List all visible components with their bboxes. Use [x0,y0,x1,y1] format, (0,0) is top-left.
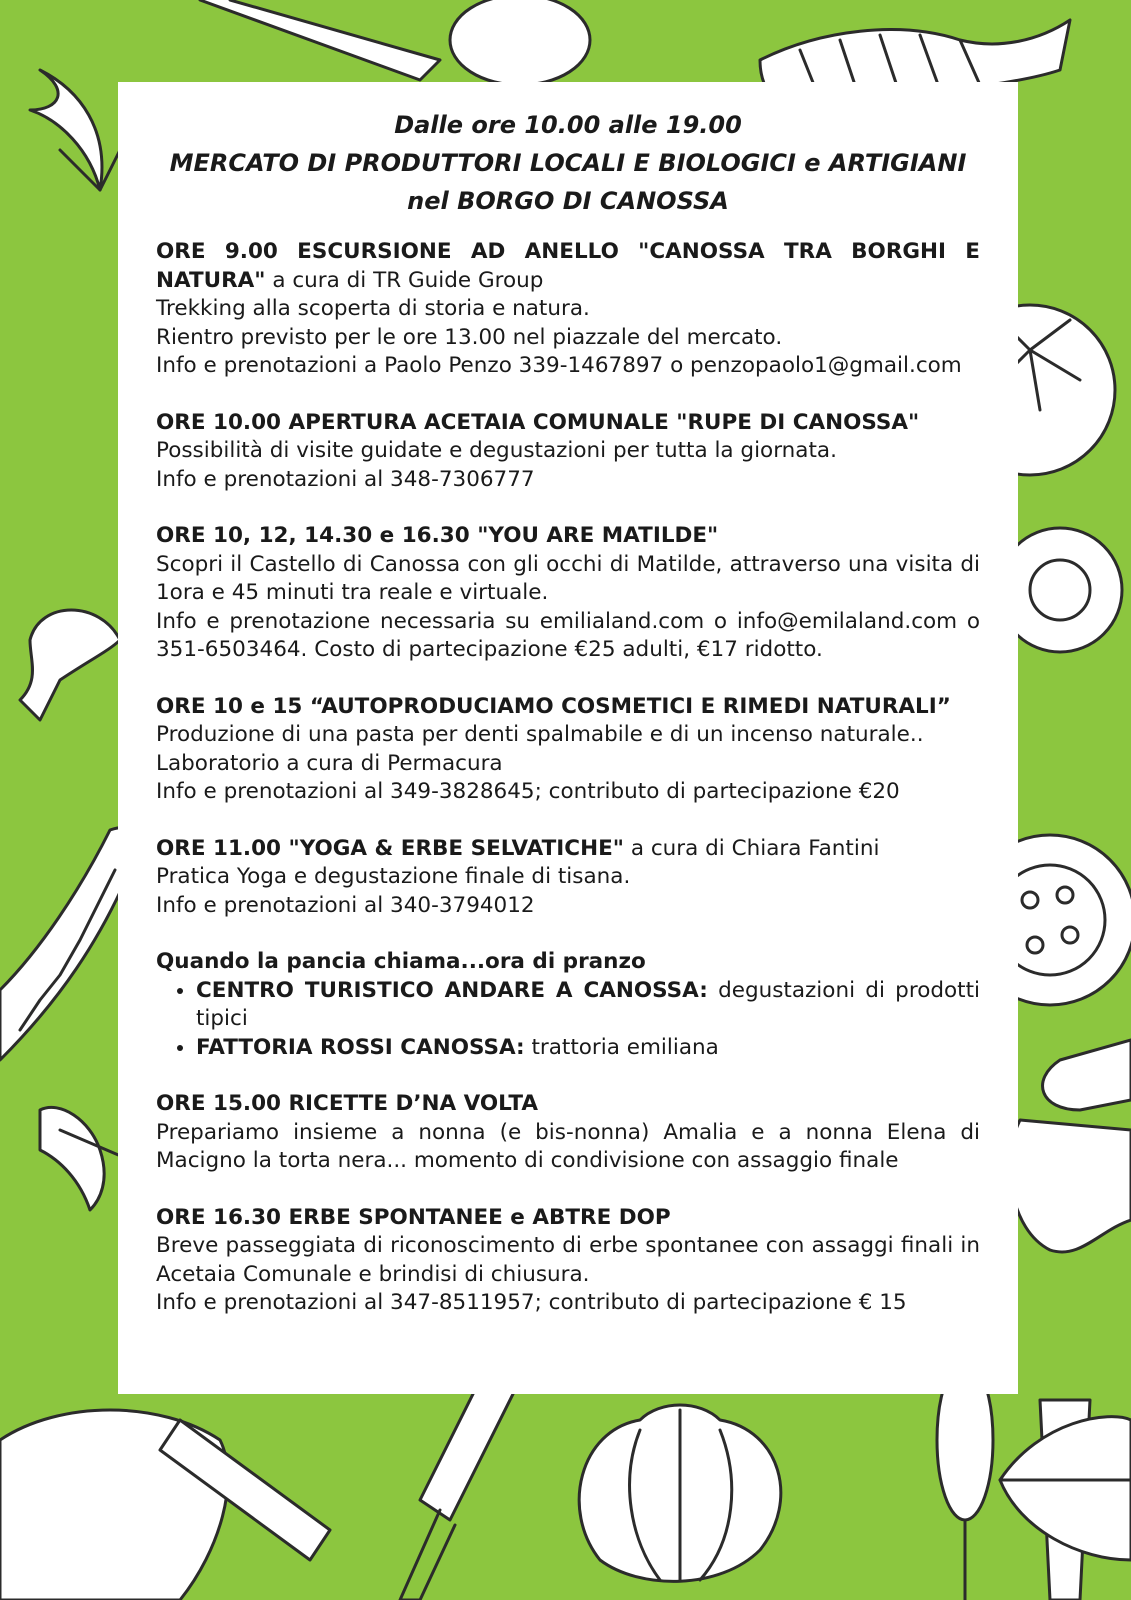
event-line: Possibilità di visite guidate e degustazioni per tutta la giornata. [156,438,837,463]
event-line: Rientro previsto per le ore 13.00 nel piazzale del mercato. [156,324,783,350]
event-contact: Info e prenotazioni al 348-7306777 [156,466,535,492]
event-organizer: a cura di Chiara Fantini [623,835,880,861]
basil-leaf-icon [1000,1417,1131,1560]
market-title: MERCATO DI PRODUTTORI LOCALI E BIOLOGICI e ARTIGIANI [169,149,967,177]
knife-icon [400,1360,520,1600]
mortar-pestle-icon [0,1410,330,1600]
program-card [118,82,1018,1394]
event-ricette [156,1090,980,1176]
lunch-section [156,948,980,1062]
list-item [196,1034,980,1063]
event-yoga [156,835,980,921]
event-line: Breve passeggiata di riconoscimento di erbe spontanee con assaggi finali in Acetaia Comunale e brindisi di chiusura. [156,1233,980,1287]
event-escursione [156,238,980,381]
event-contact: Info e prenotazioni al 340-3794012 [156,892,535,918]
event-line: Laboratorio a cura di Permacura [156,750,503,776]
list-item [196,977,980,1034]
event-title-line [156,835,980,864]
lunch-desc: trattoria emiliana [524,1034,719,1060]
event-title: ORE 16.30 ERBE SPONTANEE e ABTRE DOP [156,1204,671,1230]
event-autoproduciamo [156,693,980,807]
event-contact: Info e prenotazioni al 347-8511957; contributo di partecipazione € 15 [156,1290,907,1315]
mushroom-icon [20,610,120,720]
event-contact: Info e prenotazioni a Paolo Penzo 339-1467897 o penzopaolo1@gmail.com [156,353,962,378]
event-line: Trekking alla scoperta di storia e natura. [156,296,590,321]
market-location: nel BORGO DI CANOSSA [407,187,729,215]
event-title: ORE 9.00 ESCURSIONE AD ANELLO "CANOSSA TRA BORGHI E NATURA" [156,239,980,293]
garlic-icon [579,1405,781,1581]
program-header [156,106,980,220]
event-acetaia [156,409,980,495]
herb-sprig-icon [40,1107,130,1210]
event-erbe-spontanee [156,1204,980,1318]
event-title-line [156,238,980,295]
event-title: ORE 15.00 RICETTE D’NA VOLTA [156,1091,538,1116]
event-organizer: a cura di TR Guide Group [265,267,544,293]
lunch-venue: FATTORIA ROSSI CANOSSA: [196,1034,525,1060]
event-title: ORE 10 e 15 “AUTOPRODUCIAMO COSMETICI E RIMEDI NATURALI” [156,693,951,719]
event-line: Produzione di una pasta per denti spalmabile e di un incenso naturale.. [156,722,924,747]
mushroom-right-icon [1010,1040,1131,1252]
lunch-list [156,977,980,1063]
event-line: Scopri il Castello di Canossa con gli occhi di Matilde, attraverso una visita di 1ora e 45 minuti tra reale e virtuale. [156,551,980,605]
opening-hours: Dalle ore 10.00 alle 19.00 [394,111,742,139]
event-you-are-matilde [156,522,980,665]
event-contact: Info e prenotazioni al 349-3828645; contributo di partecipazione €20 [156,779,900,804]
event-line: Pratica Yoga e degustazione finale di tisana. [156,864,631,889]
event-title: ORE 10, 12, 14.30 e 16.30 "YOU ARE MATILDE" [156,523,719,548]
lunch-desc: degustazioni di prodotti tipici [196,977,980,1031]
event-title: ORE 10.00 APERTURA ACETAIA COMUNALE "RUPE DI CANOSSA" [156,409,920,435]
lunch-venue: CENTRO TURISTICO ANDARE A CANOSSA: [196,977,708,1003]
event-title: ORE 11.00 "YOGA & ERBE SELVATICHE" [156,835,624,861]
parsley-icon [30,70,120,190]
spoon-icon [200,0,590,85]
event-line: Prepariamo insieme a nonna (e bis-nonna) Amalia e a nonna Elena di Macigno la torta nera... momento di condivisione con assaggio finale [156,1119,980,1173]
event-contact: Info e prenotazione necessaria su emilialand.com o info@emilaland.com o 351-6503464. Costo di partecipazione €25 adulti, €17 ridotto. [156,608,980,662]
lunch-title: Quando la pancia chiama...ora di pranzo [156,949,646,974]
